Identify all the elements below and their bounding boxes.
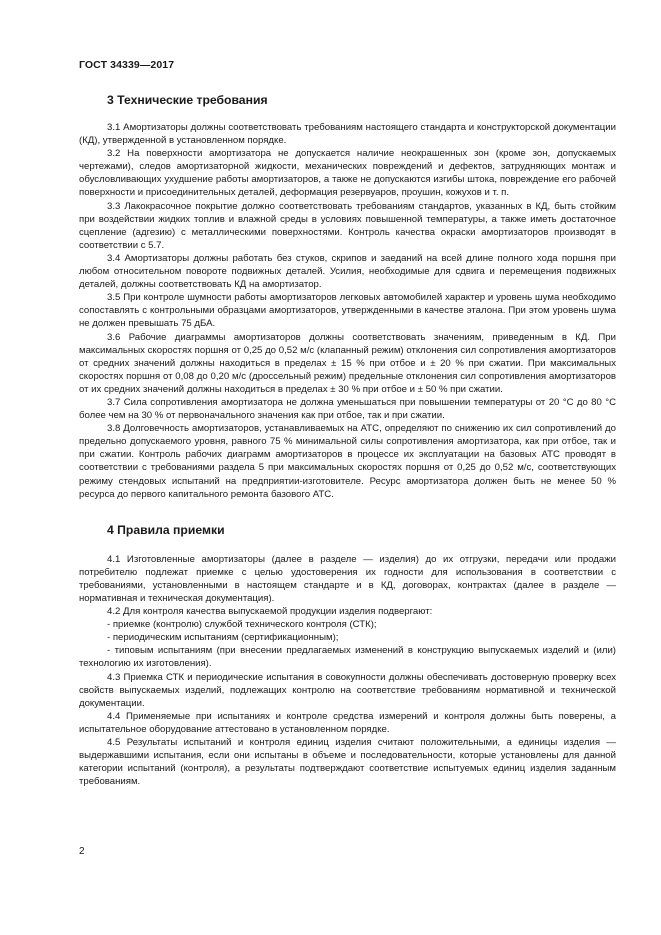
document-id: ГОСТ 34339—2017: [79, 59, 175, 71]
paragraph-3-3: 3.3 Лакокрасочное покрытие должно соответствовать требованиям стандартов, указанных в КД, быть стойким при воздействии жидких топлив и влажной среды в условиях повышенной температуры, а также иметь достаточное сцепление (адгезию) с металлическими поверхностями. Контроль качества окраски амортизаторов производят в соответствии с 5.7.: [79, 200, 616, 251]
list-item: - периодическим испытаниям (сертификационным);: [107, 632, 339, 644]
paragraph-4-4: 4.4 Применяемые при испытаниях и контроле средства измерений и контроля должны быть поверены, а испытательное оборудование аттестовано в установленном порядке.: [79, 710, 616, 735]
paragraph-4-3: 4.3 Приемка СТК и периодические испытания в совокупности должны обеспечивать достоверную проверку всех свойств выпускаемых изделий, подлежащих контролю на соответствие требованиям нормативной и технической документации.: [79, 671, 616, 709]
paragraph-3-2: 3.2 На поверхности амортизатора не допускается наличие неокрашенных зон (кроме зон, допускаемых чертежами), следов амортизаторной жидкости, механических повреждений и дефектов, затрудняющих монтаж и обусловливающих ухудшение работы амортизаторов, а также не допускаются изгибы штока, повреждение его рабочей поверхности и присоединительных деталей, деформация резервуаров, проушин, кожухов и т. п.: [79, 148, 616, 199]
document-body: [79, 86, 616, 788]
list-item: - типовым испытаниям (при внесении предлагаемых изменений в конструкцию выпускаемых изделий и (или) технологию их изготовления).: [79, 645, 616, 670]
paragraph-3-4: 3.4 Амортизаторы должны работать без стуков, скрипов и заеданий на всей длине полного хода поршня при любом относительном повороте подвижных деталей. Усилия, необходимые для сдвига и перемещения подвижных деталей, должны соответствовать КД на амортизатор.: [79, 252, 616, 291]
paragraph-4-5: 4.5 Результаты испытаний и контроля единиц изделия считают положительными, а единицы изделия — выдержавшими испытания, если они испытаны в объеме и последовательности, которые установлены для данной категории испытаний (контроля), а результаты подтверждают соответствие испытуемых единиц изделия заданным требованиям.: [79, 737, 616, 788]
list-item: - приемке (контролю) службой технического контроля (СТК);: [107, 619, 377, 631]
paragraph-3-6: 3.6 Рабочие диаграммы амортизаторов должны соответствовать значениям, приведенным в КД. При максимальных скоростях поршня от 0,25 до 0,52 м/с (клапанный режим) отклонения сил сопротивления амортизаторов от средних значений должны находиться в пределах ± 15 % при отбое и ± 20 % при сжатии. При максимальных скоростях поршня от 0,08 до 0,20 м/с (дроссельный режим) предельные отклонения сил сопротивления амортизаторов от их средних значений должны находиться в пределах ± 30 % при отбое и ± 50 % при сжатии.: [79, 331, 616, 395]
paragraph-3-5: 3.5 При контроле шумности работы амортизаторов легковых автомобилей характер и уровень шума необходимо сопоставлять с контрольными образцами амортизаторов, утвержденными в качестве эталона. При этом уровень шума не должен превышать 75 дБА.: [79, 292, 616, 330]
paragraph-4-2: 4.2 Для контроля качества выпускаемой продукции изделия подвергают:: [107, 606, 433, 618]
paragraph-3-7: 3.7 Сила сопротивления амортизатора не должна уменьшаться при повышении температуры от 20 °С до 80 °С более чем на 30 % от первоначального значения как при отбое, так и при сжатии.: [79, 396, 616, 422]
paragraph-3-1: 3.1 Амортизаторы должны соответствовать требованиям настоящего стандарта и конструкторской документации (КД), утвержденной в установленном порядке.: [79, 122, 616, 147]
section-3-title: 3 Технические требования: [107, 93, 268, 107]
section-4-title: 4 Правила приемки: [107, 522, 225, 537]
paragraph-3-8: 3.8 Долговечность амортизаторов, устанавливаемых на АТС, определяют по снижению их сил сопротивлений до предельно допускаемого уровня, равного 75 % минимальной силы сопротивления амортизатора, как при отбое, так и при сжатии. Контроль рабочих диаграмм амортизаторов в процессе их эксплуатации на базовых АТС проводят в соответствии с требованиями раздела 5 при максимальных скоростях поршня от 0,25 до 0,52 м/с, соответствующих режиму стендовых испытаний на предприятии-изготовителе. Ресурс амортизатора должен быть не менее 50 % ресурса до первого капитального ремонта базового АТС.: [79, 423, 616, 500]
paragraph-4-1: 4.1 Изготовленные амортизаторы (далее в разделе — изделия) до их отгрузки, передачи или продажи потребителю подлежат приемке с целью удостоверения их годности для использования в соответствии с требованиями, установленными в настоящем стандарте и в КД, договорах, контрактах (далее в разделе — нормативная и техническая документация).: [79, 553, 616, 604]
page-number: 2: [79, 846, 85, 857]
